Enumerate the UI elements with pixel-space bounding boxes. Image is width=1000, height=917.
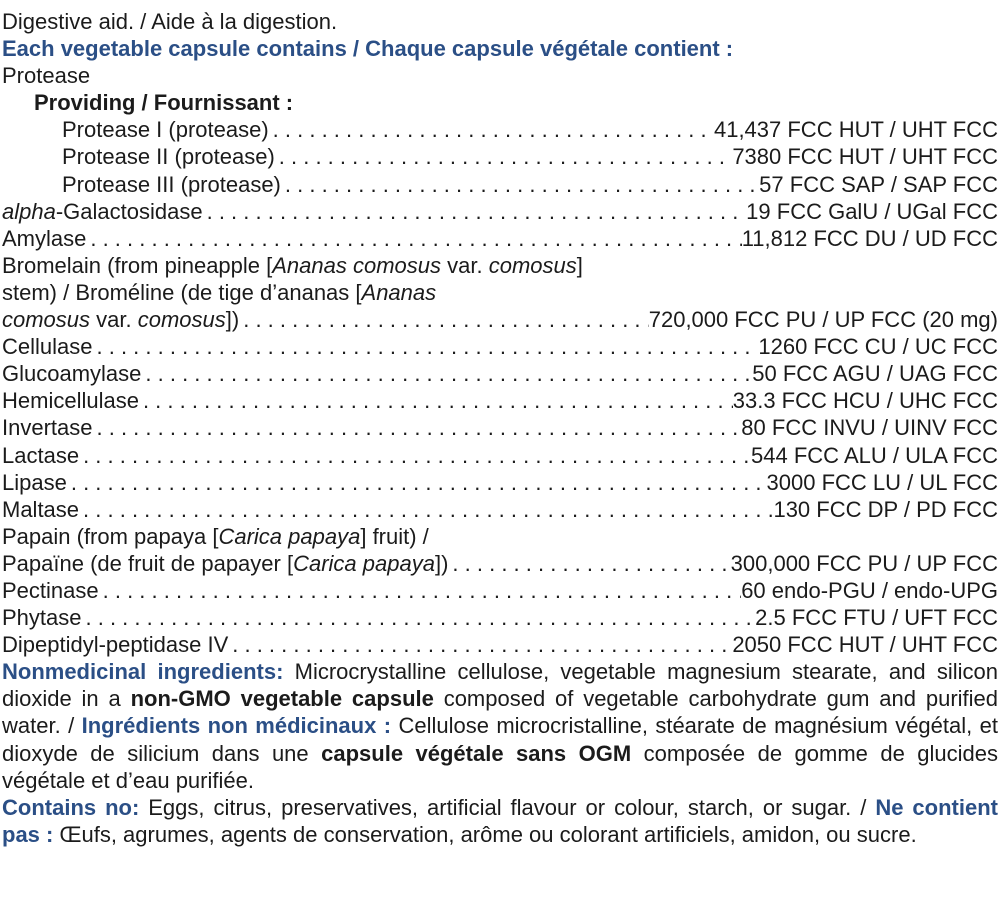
- ingredient-row: [2, 171, 998, 198]
- leader-dots: [139, 387, 733, 414]
- ingredient-name: Glucoamylase: [2, 361, 142, 387]
- ingredient-row: [2, 387, 998, 414]
- leader-dots: [269, 116, 714, 143]
- ingredient-name: Hemicellulase: [2, 388, 139, 414]
- leader-dots: [275, 143, 733, 170]
- leader-dots: [67, 469, 767, 496]
- ingredient-row: [2, 577, 998, 604]
- contains-no: Contains no: Eggs, citrus, preservatives, artificial flavour or colour, starch, or sugar. / Ne contient pas : Œufs, agrumes, agents de conservation, arôme ou colorant artificiels, amidon, ou sucre.: [2, 794, 998, 847]
- leader-dots: [82, 604, 756, 631]
- ingredient-name: alpha-Galactosidase: [2, 198, 203, 224]
- ingredient-amount: 11,812 FCC DU / UD FCC: [741, 225, 998, 251]
- ingredient-name: Cellulase: [2, 334, 93, 360]
- papain-line-1: Papain (from papaya [Carica papaya] fruit) /: [2, 523, 429, 549]
- ingredient-amount: 300,000 FCC PU / UP FCC: [730, 550, 998, 576]
- ingredient-amount: 2.5 FCC FTU / UFT FCC: [755, 605, 998, 631]
- ingredient-amount: 80 FCC INVU / UINV FCC: [741, 415, 998, 441]
- leader-dots: [203, 198, 747, 225]
- ingredient-row: [2, 306, 998, 333]
- protease-label: Protease: [2, 63, 91, 89]
- ingredient-row: [2, 414, 998, 441]
- ingredient-name: Protease I (protease): [62, 117, 269, 143]
- providing-label: Providing / Fournissant :: [34, 90, 294, 116]
- leader-dots: [281, 171, 759, 198]
- leader-dots: [228, 631, 732, 658]
- nonmedicinal-label-fr: Ingrédients non médicinaux :: [81, 713, 392, 739]
- ingredient-name: Papaïne (de fruit de papayer [Carica papaya]): [2, 550, 449, 576]
- ingredient-amount: 60 endo-PGU / endo-UPG: [741, 577, 998, 603]
- ingredient-row: [2, 496, 998, 523]
- ingredient-row: [2, 333, 998, 360]
- ingredient-amount: 2050 FCC HUT / UHT FCC: [732, 632, 998, 658]
- ingredient-amount: 19 FCC GalU / UGal FCC: [746, 198, 998, 224]
- leader-dots: [141, 360, 752, 387]
- ingredient-amount: 130 FCC DP / PD FCC: [773, 496, 998, 522]
- ingredient-name: Invertase: [2, 415, 93, 441]
- ingredient-name: Phytase: [2, 605, 82, 631]
- ingredient-row: [2, 604, 998, 631]
- ingredient-amount: 7380 FCC HUT / UHT FCC: [732, 144, 998, 170]
- ingredient-amount: 3000 FCC LU / UL FCC: [766, 469, 998, 495]
- ingredient-amount: 50 FCC AGU / UAG FCC: [752, 361, 998, 387]
- nonmedicinal-label-en: Nonmedicinal ingredients:: [2, 659, 284, 685]
- ingredient-amount: 33.3 FCC HCU / UHC FCC: [732, 388, 998, 414]
- ingredient-row: [2, 550, 998, 577]
- ingredient-row: [2, 198, 998, 225]
- ingredient-row: [2, 116, 998, 143]
- ingredient-name: Pectinase: [2, 577, 99, 603]
- ingredient-name: comosus var. comosus]): [2, 307, 240, 333]
- ingredient-row: [2, 143, 998, 170]
- ingredient-name: Amylase: [2, 225, 87, 251]
- leader-dots: [99, 577, 742, 604]
- ingredient-amount: 1260 FCC CU / UC FCC: [758, 334, 998, 360]
- leader-dots: [448, 550, 730, 577]
- ingredient-name: Maltase: [2, 496, 80, 522]
- ingredient-name: Lactase: [2, 442, 80, 468]
- contains-no-label-en: Contains no:: [2, 794, 140, 820]
- ingredient-amount: 544 FCC ALU / ULA FCC: [751, 442, 998, 468]
- ingredient-row: [2, 225, 998, 252]
- nonmedicinal-ingredients: Nonmedicinal ingredients: Microcrystalline cellulose, vegetable magnesium stearate, and silicon dioxide in a non-GMO vegetable capsule composed of vegetable carbohydrate gum and purified water. / Ingrédients non médicinaux : Cellulose microcristalline, stéarate de magnésium végétal, et dioxyde de silicium dans une capsule végétale sans OGM composée de gomme de glucides végétale et d’eau purifiée.: [2, 659, 999, 793]
- ingredient-amount: 41,437 FCC HUT / UHT FCC: [713, 117, 998, 143]
- ingredient-row: [2, 442, 998, 469]
- leader-dots: [79, 496, 773, 523]
- capsule-contents-heading: Each vegetable capsule contains / Chaque capsule végétale contient :: [2, 36, 734, 62]
- ingredient-row: [2, 360, 998, 387]
- ingredient-name: Dipeptidyl-peptidase IV: [2, 632, 229, 658]
- contains-no-label-fr: Ne contient pas :: [2, 794, 998, 847]
- intro-text: Digestive aid. / Aide à la digestion.: [2, 9, 338, 34]
- leader-dots: [239, 306, 649, 333]
- ingredient-name: Protease III (protease): [62, 171, 281, 197]
- bromelain-line-1: Bromelain (from pineapple [Ananas comosus var. comosus]: [2, 252, 583, 278]
- ingredient-name: Protease II (protease): [62, 144, 275, 170]
- leader-dots: [93, 414, 742, 441]
- ingredient-amount: 720,000 FCC PU / UP FCC (20 mg): [648, 307, 998, 333]
- leader-dots: [93, 333, 759, 360]
- leader-dots: [79, 442, 751, 469]
- ingredient-name: Lipase: [2, 469, 67, 495]
- ingredient-amount: 57 FCC SAP / SAP FCC: [759, 171, 998, 197]
- bromelain-line-2: stem) / Broméline (de tige d’ananas [Ananas: [2, 279, 437, 305]
- ingredient-row: [2, 469, 998, 496]
- ingredient-row: [2, 631, 998, 658]
- leader-dots: [86, 225, 741, 252]
